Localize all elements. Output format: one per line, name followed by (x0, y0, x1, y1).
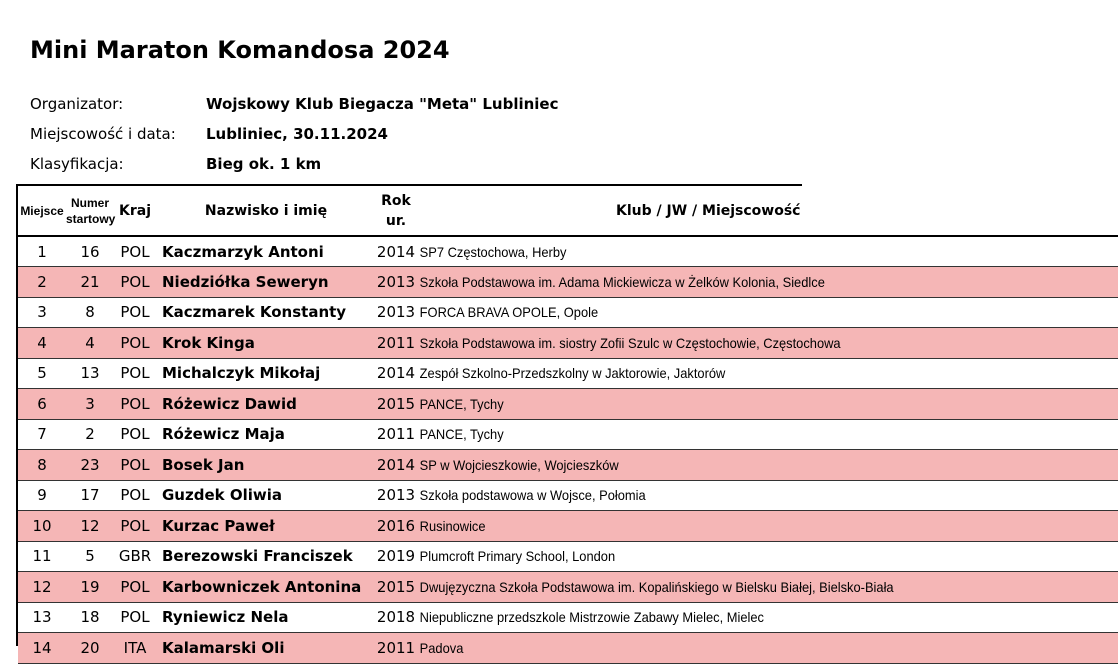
cell-name: Krok Kinga (156, 328, 376, 359)
cell-year: 2014 (376, 358, 416, 389)
cell-name: Niedziółka Seweryn (156, 267, 376, 298)
cell-number: 19 (66, 572, 114, 603)
cell-name: Różewicz Maja (156, 419, 376, 450)
cell-number: 17 (66, 480, 114, 511)
cell-year: 2019 (376, 541, 416, 572)
cell-name: Kaczmarzyk Antoni (156, 236, 376, 267)
table-row (18, 480, 1118, 511)
cell-year: 2011 (376, 419, 416, 450)
header-number-line1: Numer (70, 195, 109, 210)
cell-year: 2013 (376, 267, 416, 298)
cell-place: 14 (18, 633, 66, 664)
cell-year: 2015 (376, 572, 416, 603)
cell-country: POL (114, 389, 156, 420)
cell-year: 2015 (376, 389, 416, 420)
cell-place: 7 (18, 419, 66, 450)
cell-number: 13 (66, 358, 114, 389)
location-date-label: Miejscowość i data: (30, 125, 176, 143)
cell-place: 11 (18, 541, 66, 572)
cell-club: SP w Wojcieszkowie, Wojcieszków (416, 450, 1062, 481)
cell-number: 23 (66, 450, 114, 481)
cell-number: 4 (66, 328, 114, 359)
cell-club: FORCA BRAVA OPOLE, Opole (416, 297, 1062, 328)
cell-number: 20 (66, 633, 114, 664)
cell-name: Karbowniczek Antonina (156, 572, 376, 603)
cell-name: Kaczmarek Konstanty (156, 297, 376, 328)
cell-place: 13 (18, 602, 66, 633)
cell-country: POL (114, 236, 156, 267)
cell-club: Dwujęzyczna Szkoła Podstawowa im. Kopalińskiego w Bielsku Białej, Bielsko-Biała (416, 572, 1062, 603)
cell-year: 2014 (376, 450, 416, 481)
cell-place: 4 (18, 328, 66, 359)
cell-club: Plumcroft Primary School, London (416, 541, 1062, 572)
table-row (18, 389, 1118, 420)
cell-club: Szkoła Podstawowa im. Adama Mickiewicza w Żelków Kolonia, Siedlce (416, 267, 1062, 298)
cell-country: POL (114, 480, 156, 511)
cell-country: POL (114, 450, 156, 481)
cell-club: Padova (416, 633, 1062, 664)
cell-name: Michalczyk Mikołaj (156, 358, 376, 389)
header-number-line2: startowy (66, 211, 116, 226)
table-header-row (18, 186, 1118, 236)
cell-year: 2013 (376, 297, 416, 328)
cell-club: PANCE, Tychy (416, 419, 1062, 450)
cell-place: 2 (18, 267, 66, 298)
cell-name: Guzdek Oliwia (156, 480, 376, 511)
cell-place: 8 (18, 450, 66, 481)
cell-number: 16 (66, 236, 114, 267)
cell-country: POL (114, 358, 156, 389)
table-row (18, 602, 1118, 633)
table-row (18, 236, 1118, 267)
cell-country: POL (114, 572, 156, 603)
cell-name: Różewicz Dawid (156, 389, 376, 420)
cell-country: ITA (114, 633, 156, 664)
cell-name: Kalamarski Oli (156, 633, 376, 664)
cell-country: POL (114, 297, 156, 328)
cell-year: 2011 (376, 633, 416, 664)
cell-club: Niepubliczne przedszkole Mistrzowie Zabawy Mielec, Mielec (416, 602, 1062, 633)
cell-club: SP7 Częstochowa, Herby (416, 236, 1062, 267)
cell-place: 5 (18, 358, 66, 389)
cell-number: 12 (66, 511, 114, 542)
cell-year: 2016 (376, 511, 416, 542)
cell-place: 10 (18, 511, 66, 542)
table-row (18, 419, 1118, 450)
header-year-line2: ur. (385, 212, 407, 229)
cell-year: 2011 (376, 328, 416, 359)
cell-place: 12 (18, 572, 66, 603)
cell-club: Szkoła Podstawowa im. siostry Zofii Szulc w Częstochowie, Częstochowa (416, 328, 1062, 359)
document-title: Mini Maraton Komandosa 2024 (30, 36, 450, 64)
table-row (18, 297, 1118, 328)
cell-name: Kurzac Paweł (156, 511, 376, 542)
header-year-line1: Rok (381, 192, 411, 209)
cell-country: POL (114, 328, 156, 359)
cell-number: 18 (66, 602, 114, 633)
cell-club: Rusinowice (416, 511, 1062, 542)
classification-label: Klasyfikacja: (30, 155, 124, 173)
header-place: Miejsce (18, 186, 66, 236)
cell-name: Ryniewicz Nela (156, 602, 376, 633)
cell-country: POL (114, 602, 156, 633)
header-country: Kraj (114, 186, 156, 236)
table-row (18, 450, 1118, 481)
table-row (18, 633, 1118, 664)
results-table (18, 186, 1118, 664)
cell-country: POL (114, 267, 156, 298)
table-row (18, 328, 1118, 359)
cell-name: Berezowski Franciszek (156, 541, 376, 572)
location-date-value: Lubliniec, 30.11.2024 (206, 125, 388, 143)
cell-place: 6 (18, 389, 66, 420)
header-year (376, 186, 416, 236)
cell-club: Zespół Szkolno-Przedszkolny w Jaktorowie, Jaktorów (416, 358, 1062, 389)
table-row (18, 572, 1118, 603)
results-table-container (16, 184, 894, 657)
classification-value: Bieg ok. 1 km (206, 155, 322, 173)
cell-club: Szkoła podstawowa w Wojsce, Połomia (416, 480, 1062, 511)
cell-place: 1 (18, 236, 66, 267)
cell-number: 3 (66, 389, 114, 420)
cell-number: 5 (66, 541, 114, 572)
table-row (18, 511, 1118, 542)
table-row (18, 541, 1118, 572)
cell-club: PANCE, Tychy (416, 389, 1062, 420)
cell-place: 9 (18, 480, 66, 511)
header-name: Nazwisko i imię (156, 186, 376, 236)
cell-country: POL (114, 511, 156, 542)
cell-year: 2018 (376, 602, 416, 633)
table-row (18, 267, 1118, 298)
header-club: Klub / JW / Miejscowość (416, 186, 1118, 236)
organizer-label: Organizator: (30, 95, 124, 113)
table-row (18, 358, 1118, 389)
cell-country: POL (114, 419, 156, 450)
cell-country: GBR (114, 541, 156, 572)
cell-number: 8 (66, 297, 114, 328)
cell-number: 2 (66, 419, 114, 450)
cell-year: 2014 (376, 236, 416, 267)
header-number (66, 186, 114, 236)
cell-year: 2013 (376, 480, 416, 511)
cell-number: 21 (66, 267, 114, 298)
cell-name: Bosek Jan (156, 450, 376, 481)
cell-place: 3 (18, 297, 66, 328)
organizer-value: Wojskowy Klub Biegacza "Meta" Lubliniec (206, 95, 559, 113)
